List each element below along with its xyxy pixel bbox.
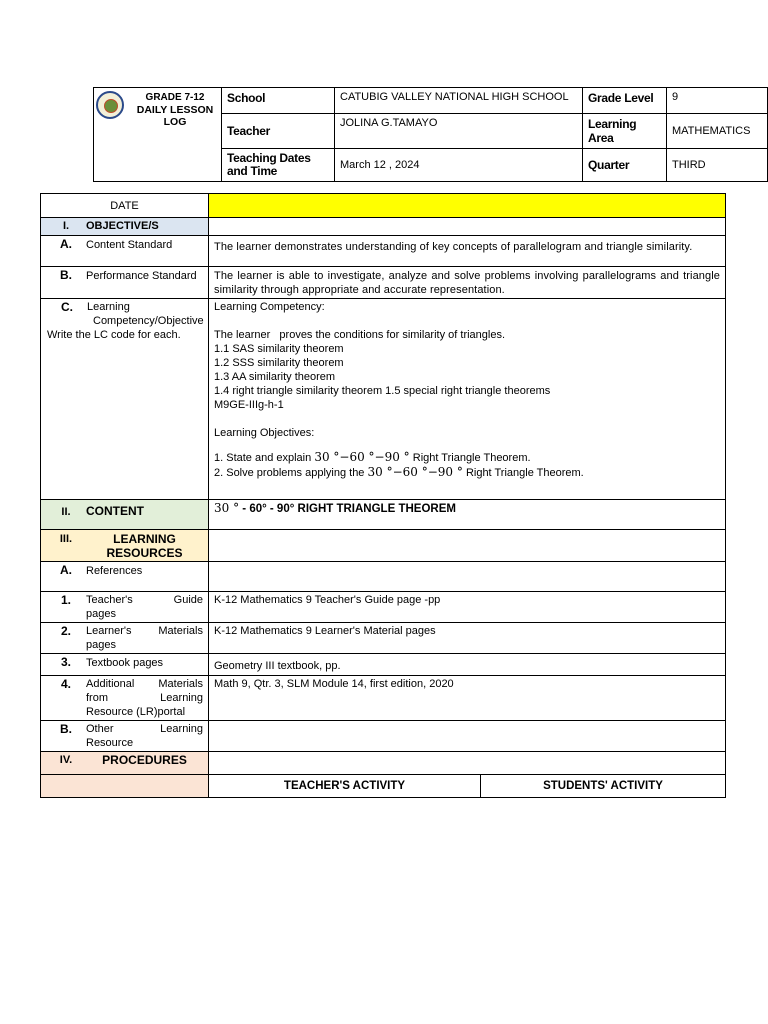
other-resource-value-cell [209, 721, 726, 752]
performance-standard-label: Performance Standard [86, 270, 197, 282]
deped-seal-icon [96, 91, 124, 119]
quarter-label: Quarter [583, 149, 667, 182]
objective-2-prefix: 2. Solve problems applying the [214, 467, 365, 479]
content-standard-text: The learner demonstrates understanding of key concepts of parallelogram and triangle similarity. [209, 236, 726, 267]
competency-item: 1.1 SAS similarity theorem [214, 343, 344, 355]
references-letter: A. [60, 563, 72, 577]
procedures-heading [41, 752, 209, 775]
additional-materials-label-cell [41, 676, 209, 721]
objective-1 [214, 450, 720, 465]
textbook-num: 3. [60, 655, 71, 669]
performance-standard-row [41, 267, 726, 299]
grade-level-label: Grade Level [583, 88, 667, 114]
resources-num: III. [59, 533, 73, 545]
other-resource-row [41, 721, 726, 752]
competency-content [209, 299, 726, 500]
additional-materials-label-c: from [86, 692, 108, 704]
teachers-guide-row [41, 592, 726, 623]
competency-label-line2: Competency/Objective [93, 315, 204, 327]
additional-materials-value: Math 9, Qtr. 3, SLM Module 14, first edition, 2020 [209, 676, 726, 721]
objective-2-math: 30 °−60 °−90 ° [367, 465, 463, 479]
activity-header-row [41, 775, 726, 798]
teachers-guide-label-a: Teacher's [86, 594, 133, 606]
teachers-guide-value: K-12 Mathematics 9 Teacher's Guide page -pp [209, 592, 726, 623]
objectives-num: I. [62, 220, 70, 232]
log-title: DAILY LESSON LOG [136, 104, 214, 128]
header-title [130, 92, 220, 128]
header-table [93, 87, 768, 182]
learners-materials-label-c: pages [86, 639, 116, 651]
teacher-activity-header: TEACHER'S ACTIVITY [209, 775, 481, 798]
competency-item: 1.3 AA similarity theorem [214, 371, 336, 383]
learning-area-value: MATHEMATICS [667, 114, 768, 149]
references-label-cell [41, 562, 209, 592]
school-value: CATUBIG VALLEY NATIONAL HIGH SCHOOL [335, 88, 583, 114]
grade-level-value: 9 [667, 88, 768, 114]
content-title: CONTENT [86, 504, 144, 518]
content-value [209, 500, 726, 530]
dates-label: Teaching Dates and Time [222, 149, 335, 182]
references-label: References [86, 565, 143, 577]
learners-materials-label-a: Learner's [86, 625, 132, 637]
content-standard-label: Content Standard [86, 239, 173, 251]
date-row [41, 194, 726, 218]
competency-intro: The learner proves the conditions for similarity of triangles. [214, 329, 506, 341]
date-value-cell [209, 194, 726, 218]
textbook-value: Geometry III textbook, pp. [209, 654, 726, 676]
competency-label-cell [41, 299, 209, 500]
school-label: School [222, 88, 335, 114]
teacher-value: JOLINA G.TAMAYO [335, 114, 583, 149]
teachers-guide-label-c: pages [86, 608, 116, 620]
competency-code: M9GE-IIIg-h-1 [214, 399, 284, 411]
competency-heading: Learning Competency: [214, 301, 325, 313]
objective-1-math: 30 °−60 °−90 ° [314, 450, 410, 464]
additional-materials-label-a: Additional [86, 678, 135, 690]
competency-label-line3: Write the LC code for each. [47, 329, 181, 341]
competency-label-line1: Learning [87, 301, 130, 313]
competency-letter: C. [61, 300, 73, 314]
learners-materials-label-b: Materials [158, 625, 203, 637]
competency-item: 1.2 SSS similarity theorem [214, 357, 344, 369]
other-resource-label-c: Resource [86, 737, 134, 749]
teacher-label: Teacher [222, 114, 335, 149]
date-label: DATE [41, 194, 209, 218]
learning-area-label: Learning Area [583, 114, 667, 149]
textbook-label-cell [41, 654, 209, 676]
performance-standard-letter: B. [60, 268, 72, 282]
objective-1-suffix: Right Triangle Theorem. [412, 452, 531, 464]
competency-row [41, 299, 726, 500]
objective-2-suffix: Right Triangle Theorem. [465, 467, 584, 479]
grade-range: GRADE 7-12 [145, 92, 205, 103]
competency-item: 1.4 right triangle similarity theorem 1.5 special right triangle theorems [214, 385, 551, 397]
learners-materials-row [41, 623, 726, 654]
resources-row [41, 530, 726, 562]
content-math-prefix: 30 ° [214, 501, 240, 515]
dates-value: March 12 , 2024 [335, 149, 583, 182]
references-value-cell [209, 562, 726, 592]
additional-materials-row [41, 676, 726, 721]
objectives-list-heading: Learning Objectives: [214, 427, 315, 439]
textbook-row [41, 654, 726, 676]
additional-materials-num: 4. [60, 677, 71, 691]
objectives-title: OBJECTIVE/S [86, 220, 159, 232]
objective-2 [214, 465, 720, 480]
other-resource-letter: B. [60, 722, 72, 736]
objectives-value-cell [209, 218, 726, 236]
objectives-row [41, 218, 726, 236]
learners-materials-label-cell [41, 623, 209, 654]
quarter-value: THIRD [667, 149, 768, 182]
performance-standard-label-cell [41, 267, 209, 299]
header-logo-cell [94, 88, 222, 182]
teachers-guide-label-b: Guide [173, 594, 203, 606]
other-resource-label-cell [41, 721, 209, 752]
performance-standard-text: The learner is able to investigate, analyze and solve problems involving parallelograms and triangle similarity through appropriate and accurate representation. [209, 267, 726, 299]
content-row [41, 500, 726, 530]
procedures-row [41, 752, 726, 775]
additional-materials-label-b: Materials [158, 678, 203, 690]
teachers-guide-label-cell [41, 592, 209, 623]
resources-value-cell [209, 530, 726, 562]
procedures-value-cell [209, 752, 726, 775]
additional-materials-label-d: Learning [160, 692, 203, 704]
learners-materials-num: 2. [60, 624, 71, 638]
resources-title: LEARNING RESOURCES [106, 532, 183, 560]
content-standard-label-cell [41, 236, 209, 267]
learners-materials-value: K-12 Mathematics 9 Learner's Material pages [209, 623, 726, 654]
lesson-log-table [40, 193, 726, 798]
procedures-num: IV. [59, 754, 73, 766]
student-activity-header: STUDENTS' ACTIVITY [481, 775, 726, 798]
content-num: II. [61, 506, 71, 518]
resources-heading [41, 530, 209, 562]
objectives-heading [41, 218, 209, 236]
activity-header-blank [41, 775, 209, 798]
objective-1-prefix: 1. State and explain [214, 452, 312, 464]
references-row [41, 562, 726, 592]
content-standard-row [41, 236, 726, 267]
textbook-label: Textbook pages [86, 657, 164, 669]
other-resource-label-a: Other [86, 723, 114, 735]
additional-materials-label-e: Resource (LR)portal [86, 706, 186, 718]
teachers-guide-num: 1. [60, 593, 71, 607]
content-heading [41, 500, 209, 530]
content-text: - 60° - 90° RIGHT TRIANGLE THEOREM [239, 503, 456, 515]
other-resource-label-b: Learning [160, 723, 203, 735]
procedures-title: PROCEDURES [102, 753, 187, 767]
content-standard-letter: A. [60, 237, 72, 251]
